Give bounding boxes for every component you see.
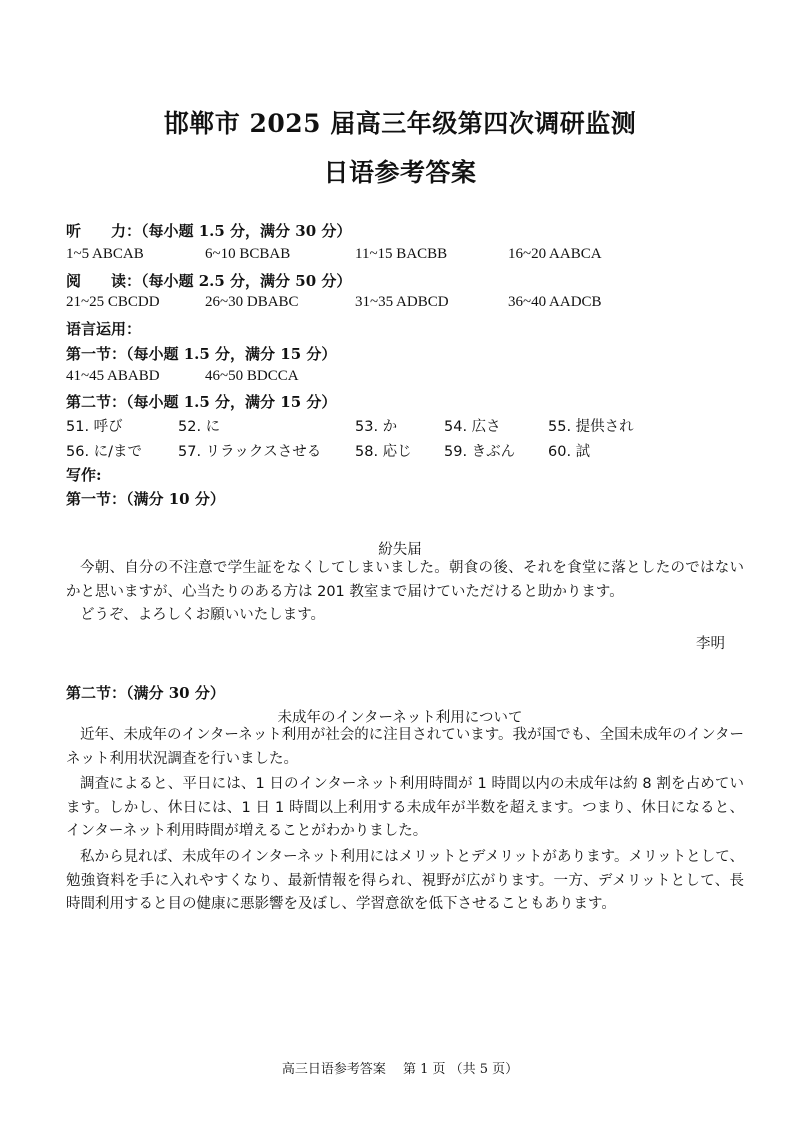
fill-answer: 56. に/まで [66, 444, 143, 460]
fill-answer: 54. 広さ [444, 419, 501, 435]
fill-answer: 53. か [355, 419, 398, 435]
reading-answer: 21~25 CBCDD [66, 294, 160, 310]
writing-heading: 写作: [66, 466, 102, 484]
listening-heading: 听 力：（每小题 1.5 分，满分 30 分） [66, 222, 352, 240]
essay2-paragraph: 私から見れば、未成年のインターネット利用にはメリットとデメリットがあります。メリットとして、勉強資料を手に入れやすくなり、最新情報を得られ、視野が広がります。一方、デメリットとして、長時間利用すると目の健康に悪影響を及ぼし、学習意欲を低下させることもあります。 [66, 849, 744, 912]
fill-answer: 60. 試 [548, 444, 591, 460]
language-use-answer: 41~45 ABABD [66, 368, 160, 384]
listening-answer: 1~5 ABCAB [66, 246, 144, 262]
fill-answer: 55. 提供され [548, 419, 634, 435]
fill-answer: 57. リラックスさせる [178, 444, 322, 460]
fill-answer: 51. 呼び [66, 419, 123, 435]
listening-answer: 16~20 AABCA [508, 246, 602, 262]
writing-section1-heading: 第一节：（满分 10 分） [66, 490, 225, 508]
language-use-answer: 46~50 BDCCA [205, 368, 299, 384]
page-title: 邯郸市 2025 届高三年级第四次调研监测 [163, 109, 637, 138]
listening-answer: 11~15 BACBB [355, 246, 448, 262]
reading-answer: 26~30 DBABC [205, 294, 299, 310]
page-footer: 高三日语参考答案 第 1 页 （共 5 页） [281, 1062, 519, 1077]
language-use-section2-heading: 第二节：（每小题 1.5 分，满分 15 分） [66, 393, 337, 411]
language-use-section1-heading: 第一节：（每小题 1.5 分，满分 15 分） [66, 345, 337, 363]
fill-answer: 59. きぶん [444, 444, 516, 460]
reading-heading: 阅 读：（每小题 2.5 分，满分 50 分） [66, 272, 352, 290]
page-subtitle: 日语参考答案 [323, 158, 477, 187]
writing-section2-heading: 第二节：（满分 30 分） [66, 684, 225, 702]
essay2-paragraph: 近年、未成年のインターネット利用が社会的に注目されています。我が国でも、全国未成年のインターネット利用状況調査を行いました。 [66, 727, 744, 767]
essay1-signature: 李明 [696, 636, 725, 652]
reading-answer: 36~40 AADCB [508, 294, 602, 310]
essay2-title: 未成年のインターネット利用について [277, 710, 523, 726]
fill-answer: 52. に [178, 419, 221, 435]
reading-answer: 31~35 ADBCD [355, 294, 449, 310]
fill-answer: 58. 応じ [355, 444, 412, 460]
essay2-paragraph: 調査によると、平日には、1 日のインターネット利用時間が 1 時間以内の未成年は約 8 割を占めています。しかし、休日には、1 日 1 時間以上利用する未成年が半数を超えます。つまり、休日になると、インターネット利用時間が増えることがわかりました。 [66, 776, 744, 839]
listening-answer: 6~10 BCBAB [205, 246, 291, 262]
essay1-title: 紛失届 [378, 542, 422, 558]
essay1-paragraph: どうぞ、よろしくお願いいたします。 [80, 607, 326, 623]
language-use-heading: 语言运用： [66, 320, 142, 338]
essay1-paragraph: 今朝、自分の不注意で学生証をなくしてしまいました。朝食の後、それを食堂に落としたのではないかと思いますが、心当たりのある方は 201 教室まで届けていただけると助かります。 [66, 560, 744, 600]
